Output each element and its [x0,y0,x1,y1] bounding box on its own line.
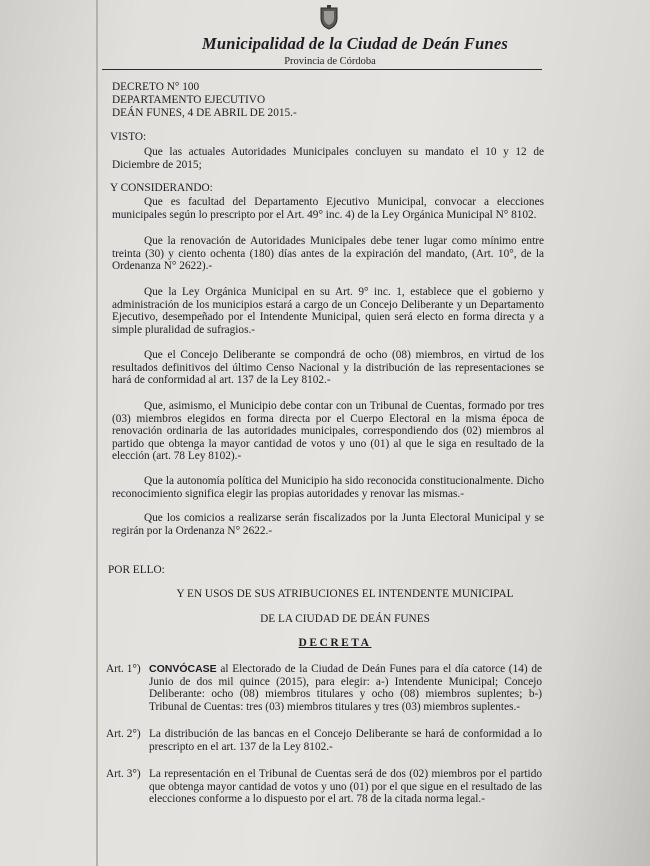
article-1-keyword: CONVÓCASE [149,663,217,675]
province-subtitle: Provincia de Córdoba [284,56,376,67]
considerando-paragraph-1: Que es facultad del Departamento Ejecutivo Municipal, convocar a elecciones municipales según lo prescripto por el Art. 49° inc. 4) de la Ley Orgánica Municipal N° 8102. [112,196,544,221]
article-1-label: Art. 1°) [106,663,141,675]
considerando-paragraph-3: Que la Ley Orgánica Municipal en su Art. 9° inc. 1, establece que el gobierno y administración de los municipios estará a cargo de un Concejo Deliberante y un Departamento Ejecutivo, desempeñado por el Intendente Municipal, quien será electo en forma directa y a simple pluralidad de sufragios.- [112,286,544,336]
header-divider [102,69,542,70]
attributions-line-2: DE LA CIUDAD DE DEÁN FUNES [260,613,430,625]
attributions-line-1: Y EN USOS DE SUS ATRIBUCIONES EL INTENDENTE MUNICIPAL [176,588,514,600]
page-fold-line [96,0,98,866]
place-date: DEÁN FUNES, 4 DE ABRIL DE 2015.- [112,107,297,119]
article-1-text [149,663,542,713]
considerando-paragraph-5: Que, asimismo, el Municipio debe contar con un Tribunal de Cuentas, formado por tres (03) miembros elegidos en forma directa por el Cuerpo Electoral en la misma época de renovación ordinaria de las autoridades municipales, correspondiendo dos (02) miembros al partido que obtenga la mayor cantidad de votos y uno (01) al que le siga en resultado de la elección (art. 78 Ley 8102).- [112,400,544,462]
considerando-heading: Y CONSIDERANDO: [110,182,213,194]
municipal-crest-icon [318,4,340,30]
article-1-body: al Electorado de la Ciudad de Deán Funes para el día catorce (14) de Junio de dos mil quince (2015), para elegir: a-) Intendente Municipal; Concejo Deliberante: ocho (08) miembros titulares y ocho (08) miembros suplentes; b-) Tribunal de Cuentas: tres (03) miembros titulares y tres (03) miembros suplentes.- [149,663,542,713]
decreta-heading: DECRETA [298,637,372,649]
visto-heading: VISTO: [110,131,147,143]
department-name: DEPARTAMENTO EJECUTIVO [112,94,266,106]
considerando-paragraph-2: Que la renovación de Autoridades Municipales debe tener lugar como mínimo entre treinta (30) y ciento ochenta (180) días antes de la expiración del mandato, (Art. 10°, de la Ordenanza N° 2622).- [112,235,544,272]
city-title: Municipalidad de la Ciudad de Deán Funes [202,34,508,53]
article-2-label: Art. 2°) [106,728,141,740]
decree-number: DECRETO N° 100 [112,81,200,93]
article-3-text: La representación en el Tribunal de Cuentas será de dos (02) miembros por el partido que obtenga mayor cantidad de votos y uno (01) por el que sigue en el resultado de las elecciones conforme a lo dispuesto por el art. 78 de la citada norma legal.- [149,768,542,805]
visto-text: Que las actuales Autoridades Municipales concluyen su mandato el 10 y 12 de Diciembre de 2015; [112,146,544,171]
considerando-paragraph-4: Que el Concejo Deliberante se compondrá de ocho (08) miembros, en virtud de los resultados definitivos del último Censo Nacional y la distribución de las representaciones se hará de conformidad al art. 137 de la Ley 8102.- [112,349,544,386]
considerando-paragraph-7: Que los comicios a realizarse serán fiscalizados por la Junta Electoral Municipal y se regirán por la Ordenanza N° 2622.- [112,512,544,537]
article-3-label: Art. 3°) [106,768,141,780]
por-ello-heading: POR ELLO: [108,564,165,576]
article-2-text: La distribución de las bancas en el Concejo Deliberante se hará de conformidad a lo prescripto en el art. 137 de la Ley 8102.- [149,728,542,753]
considerando-paragraph-6: Que la autonomía política del Municipio ha sido reconocida constitucionalmente. Dicho reconocimiento significa elegir las propias autoridades y renovar las mismas.- [112,475,544,500]
